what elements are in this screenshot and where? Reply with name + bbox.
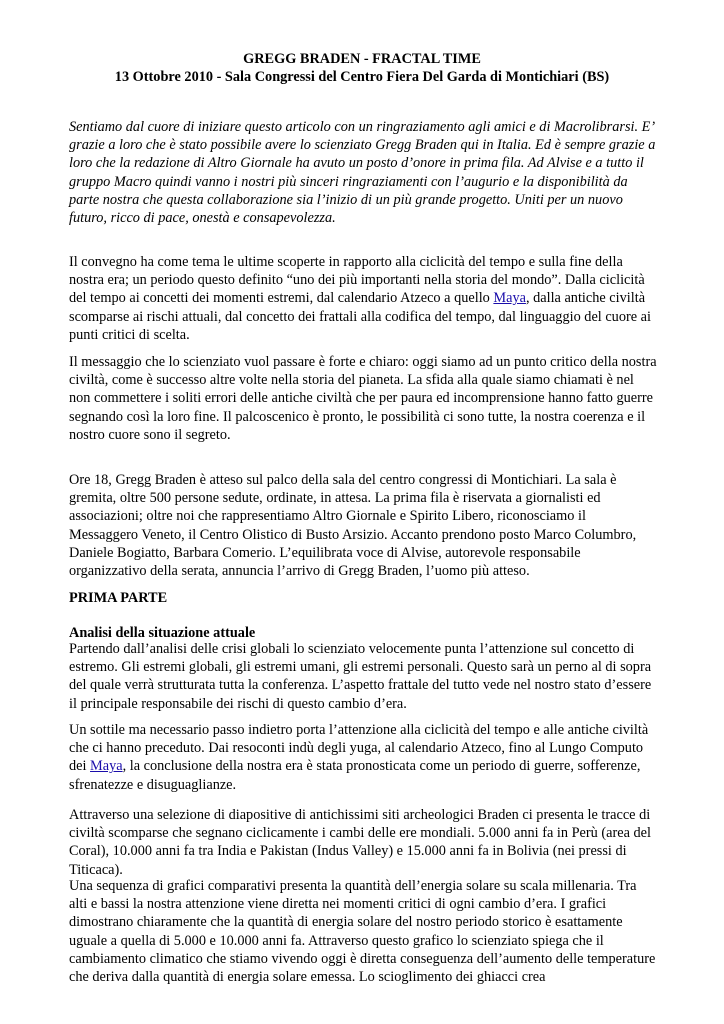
maya-link[interactable]: Maya (493, 290, 526, 307)
paragraph-ore-18: Ore 18, Gregg Braden è atteso sul palco della sala del centro congressi di Montichiari. La sala è gremita, oltre 500 persone sedute, ordinate, in attesa. La prima fila è riservata a giornalisti ed associazioni; oltre noi che rappresentiamo Altro Giornale e Spirito Libero, riconosciamo il Messaggero Veneto, il Centro Olistico di Busto Arsizio. Accanto prendono posto Marco Columbro, Daniele Bogiatto, Barbara Comerio. L’equilibrata voce di Alvise, autorevole responsabile organizzativo della serata, annuncia l’arrivo di Gregg Braden, l’uomo più atteso. (69, 472, 637, 580)
paragraph-text: , la conclusione della nostra era è stata pronosticata come un periodo di guerre, sofferenze, sfrenatezze e disuguaglianze. (69, 758, 641, 793)
paragraph-convegno (69, 253, 657, 344)
document-title: GREGG BRADEN - FRACTAL TIME (243, 51, 481, 67)
paragraph-ciclicita (69, 721, 657, 794)
paragraph-text: Il convegno ha come tema le ultime scoperte in rapporto alla ciclicità del tempo e sulla fine della nostra era; un periodo questo definito “uno dei più importanti nella storia del mondo”. Dalla ciclicità del tempo ai concetti dei momenti estremi, dal calendario Atzeco a quello (69, 254, 645, 307)
paragraph-diapositive: Attraverso una selezione di diapositive di antichissimi siti archeologici Braden ci presenta le tracce di civiltà scomparse che segnano ciclicamente i cambi delle ere mondiali. 5.000 anni fa in Perù (area del Coral), 10.000 anni fa tra India e Pakistan (Indus Valley) e 15.000 anni fa in Bolivia (nei pressi di Titicaca). (69, 807, 651, 878)
intro-paragraph: Sentiamo dal cuore di iniziare questo articolo con un ringraziamento agli amici e di Macrolibrarsi. E’ grazie a loro che è stato possibile avere lo scienziato Gregg Braden qui in Italia. Ed è sempre grazie a loro che la redazione di Altro Giornale ha avuto un posto d’onore in prima fila. Ad Alvise e a tutto il gruppo Macro quindi vanno i nostri più sinceri ringraziamenti con l’augurio e la disponibilità da parte nostra che questa collaborazione sia l’inizio di un più grande progetto. Uniti per un nuovo futuro, ricco di pace, onestà e consapevolezza. (69, 119, 656, 227)
sub-heading: Analisi della situazione attuale (69, 625, 256, 641)
paragraph-messaggio: Il messaggio che lo scienziato vuol passare è forte e chiaro: oggi siamo ad un punto critico della nostra civiltà, come è successo altre volte nella storia del pianeta. La sfida alla quale siamo chiamati è nel non commettere i soliti errori delle antiche civiltà che per paura ed incomprensione hanno fatto guerre segnando così la loro fine. Il palcoscenico è pronto, le possibilità ci sono tutte, la nostra coerenza e il nostro cuore sono il segreto. (69, 354, 657, 443)
section-heading: PRIMA PARTE (69, 590, 168, 606)
paragraph-grafici: Una sequenza di grafici comparativi presenta la quantità dell’energia solare su scala millenaria. Tra alti e bassi la nostra attenzione viene diretta nei momenti critici di ogni cambio d’era. I grafici dimostrano chiaramente che la quantità di energia solare del nostro periodo storico è esattamente uguale a quella di 5.000 e 10.000 anni fa. Attraverso questo grafico lo scienziato spiega che il cambiamento climatico che stiamo vivendo oggi è diretta conseguenza dell’aumento delle temperature che deriva dalla quantità di energia solare emessa. Lo scioglimento dei ghiacci crea (69, 878, 656, 986)
document-subtitle: 13 Ottobre 2010 - Sala Congressi del Centro Fiera Del Garda di Montichiari (BS) (114, 69, 610, 85)
paragraph-text: Un sottile ma necessario passo indietro porta l’attenzione alla ciclicità del tempo e alle antiche civiltà che ci hanno preceduto. Dai resoconti indù degli yuga, al calendario Atzeco, fino al Lungo Computo dei (69, 722, 649, 775)
paragraph-text: , dalla antiche civiltà scomparse ai rischi attuali, dal concetto dei frattali alla codifica del tempo, dal linguaggio del cuore ai punti critici di scelta. (69, 290, 651, 343)
maya-link[interactable]: Maya (90, 758, 123, 775)
paragraph-analisi: Partendo dall’analisi delle crisi globali lo scienziato velocemente punta l’attenzione sul concetto di estremo. Gli estremi globali, gli estremi umani, gli estremi personali. Questo sarà un perno al di sopra del quale verrà strutturata tutta la conferenza. L’aspetto frattale del tutto vede nel nostro stato d’essere il principale responsabile dei rischi di questo cambio d’era. (69, 641, 652, 712)
